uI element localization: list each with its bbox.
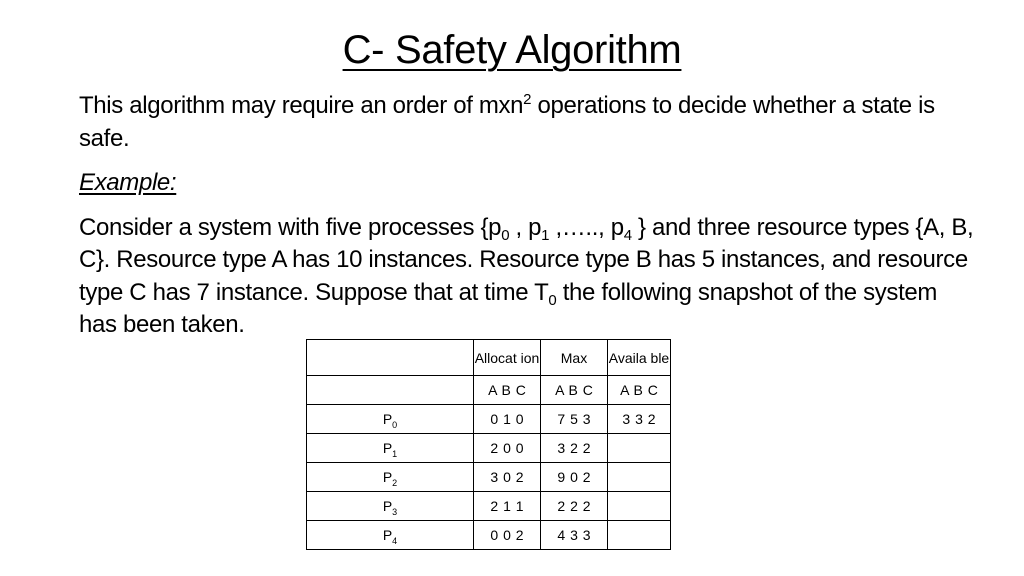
example-label: Example:: [79, 169, 177, 196]
max-cell: 3 2 2: [541, 434, 608, 463]
example-paragraph: [79, 167, 979, 200]
intro-text-start: This algorithm may require an order of mxn: [79, 92, 524, 119]
header-allocation: Allocat ion: [474, 340, 541, 376]
process-cell: $P_3$: [307, 492, 474, 521]
available-cell: [608, 521, 671, 550]
intro-paragraph: [79, 90, 979, 155]
allocation-cell: 2 0 0: [474, 434, 541, 463]
subheader-available: A B C: [608, 376, 671, 405]
description-paragraph: [79, 212, 979, 342]
description-text-2: , p: [509, 213, 542, 241]
table-row: [307, 405, 671, 434]
allocation-cell: 0 1 0: [474, 405, 541, 434]
slide-body: [79, 90, 979, 342]
table-header-row: [307, 340, 671, 376]
description-sub-1: 0: [501, 226, 510, 244]
available-cell: [608, 434, 671, 463]
subheader-max: A B C: [541, 376, 608, 405]
header-blank-cell: [307, 340, 474, 376]
table-row: [307, 492, 671, 521]
max-cell: 4 3 3: [541, 521, 608, 550]
header-available: Availa ble: [608, 340, 671, 376]
table-subheader-row: [307, 376, 671, 405]
available-cell: 3 3 2: [608, 405, 671, 434]
process-cell: $P_0$: [307, 405, 474, 434]
description-sub-3: 4: [623, 226, 632, 244]
table-row: [307, 463, 671, 492]
process-cell: $P_2$: [307, 463, 474, 492]
intro-superscript: 2: [523, 91, 532, 108]
allocation-cell: 3 0 2: [474, 463, 541, 492]
slide-title: C- Safety Algorithm: [342, 28, 682, 72]
description-text-3: ,….., p: [549, 213, 624, 241]
max-cell: 7 5 3: [541, 405, 608, 434]
description-text-5: the following snapshot of the system has been taken.: [79, 278, 938, 338]
process-cell: $P_4$: [307, 521, 474, 550]
available-cell: [608, 463, 671, 492]
max-cell: 2 2 2: [541, 492, 608, 521]
table-row: [307, 521, 671, 550]
max-cell: 9 0 2: [541, 463, 608, 492]
intro-text-end: operations to decide whether a state is safe.: [79, 92, 935, 152]
available-cell: [608, 492, 671, 521]
description-text-1: Consider a system with five processes {p: [79, 213, 502, 241]
allocation-cell: 0 0 2: [474, 521, 541, 550]
allocation-cell: 2 1 1: [474, 492, 541, 521]
subheader-allocation: A B C: [474, 376, 541, 405]
header-max: Max: [541, 340, 608, 376]
description-sub-4: 0: [548, 291, 557, 309]
process-cell: $P_1$: [307, 434, 474, 463]
description-text-4: } and three resource types {A, B, C}. Resource type A has 10 instances. Resource type B has 5 instances, and resource type C has 7 instance. Suppose that at time T: [79, 213, 974, 306]
subheader-blank-cell: [307, 376, 474, 405]
snapshot-table: [306, 339, 671, 550]
description-sub-2: 1: [541, 226, 550, 244]
table-row: [307, 434, 671, 463]
